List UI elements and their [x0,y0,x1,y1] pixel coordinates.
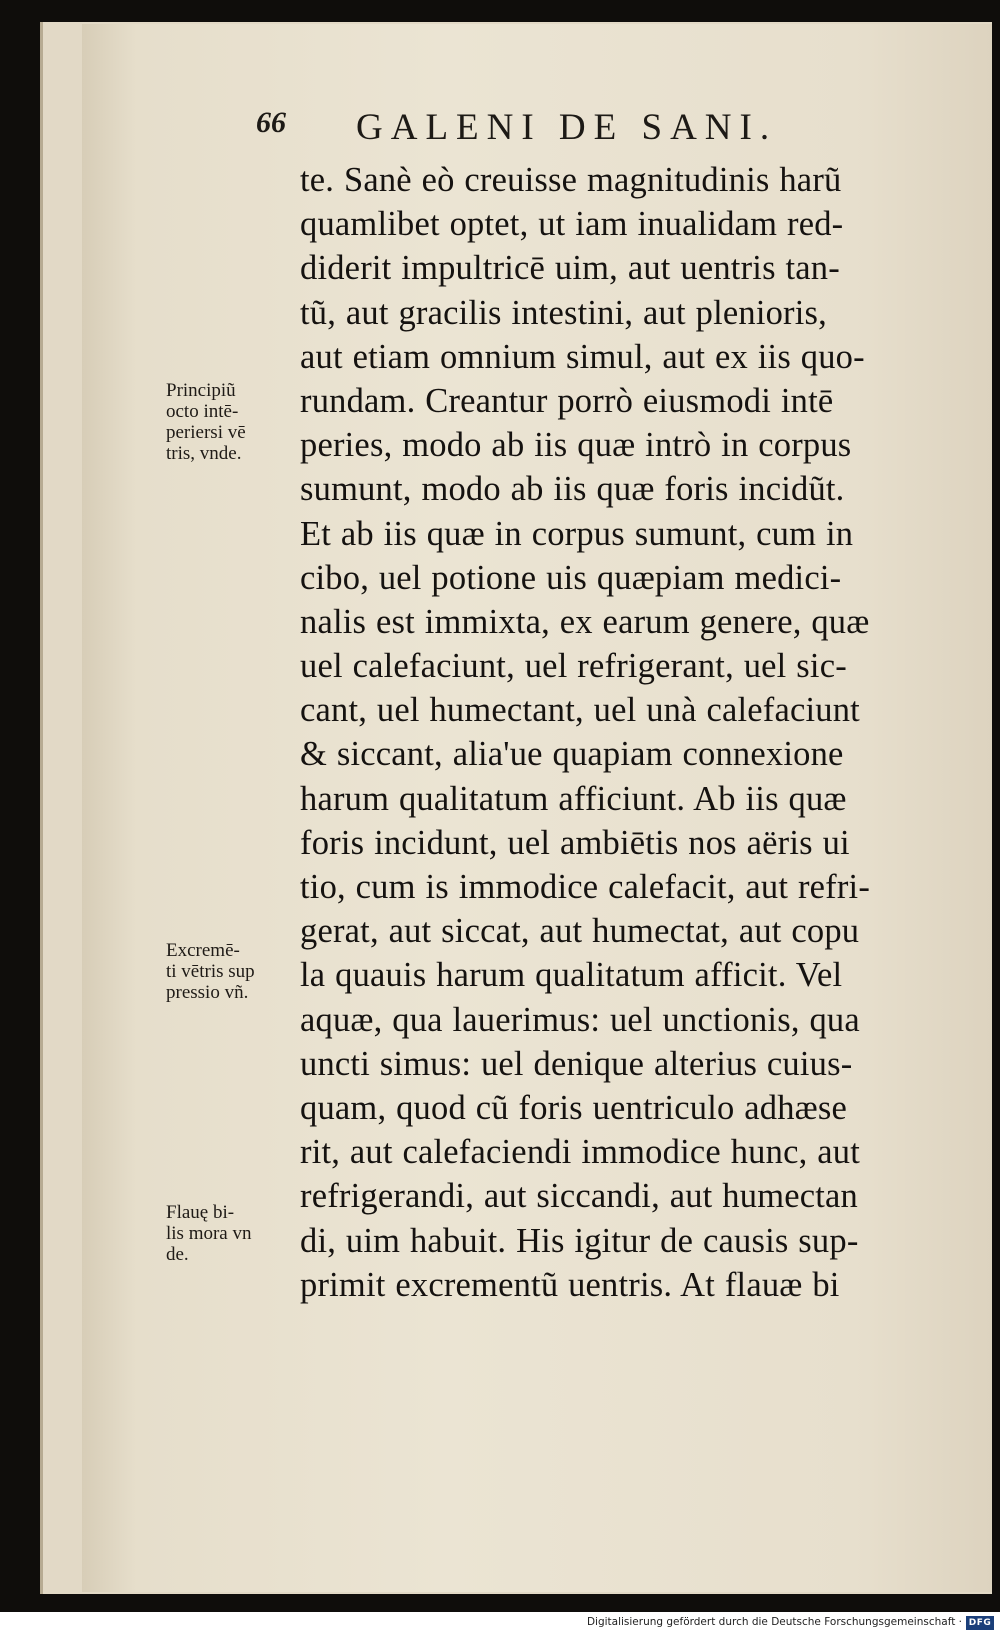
text-line: nalis est immixta, ex earum genere, quæ [300,602,870,641]
text-line: uel calefaciunt, uel refrigerant, uel sic- [300,647,847,686]
running-head-title: GALENI DE SANI. [356,107,778,148]
margin-note-line: Principiũ [166,380,236,401]
margin-note [166,1202,294,1265]
margin-note-line: periersi vē [166,422,246,443]
text-line: cibo, uel potione uis quæpiam medici- [300,558,842,597]
text-line: foris incidunt, uel ambiētis nos aëris ui [300,823,850,862]
text-line: tũ, aut gracilis intestini, aut plenioris, [300,293,827,332]
text-line: di, uim habuit. His igitur de causis sup- [300,1221,859,1260]
margin-note-line: Flauę bi- [166,1202,235,1223]
margin-note-line: ti vētris sup [166,961,255,982]
text-line: primit excrementũ uentris. At flauæ bi [300,1265,840,1304]
text-line: aut etiam omnium simul, aut ex iis quo- [300,337,865,376]
running-head [256,106,956,156]
margin-note-line: de. [166,1244,189,1265]
margin-note-line: Excremē- [166,940,240,961]
text-line: & siccant, alia'ue quapiam connexione [300,735,844,774]
text-line: rit, aut calefaciendi immodice hunc, aut [300,1133,860,1172]
text-line: quam, quod cũ foris uentriculo adhæse [300,1088,848,1127]
text-line: tio, cum is immodice calefacit, aut refri- [300,868,871,906]
text-line: sumunt, modo ab iis quæ foris incidũt. [300,470,845,509]
margin-note-line: tris, vnde. [166,443,242,464]
margin-note [166,940,294,1003]
text-line: la quauis harum qualitatum afficit. Vel [300,956,843,995]
text-line: rundam. Creantur porrò eiusmodi intē [300,381,834,420]
body-text [300,158,950,1307]
text-line: te. Sanè eò creuisse magnitudinis harũ [300,161,842,199]
text-line: uncti simus: uel denique alterius cuius- [300,1044,853,1083]
dfg-logo: DFG [966,1616,994,1630]
margin-note-line: lis mora vn [166,1223,252,1244]
text-line: aquæ, qua lauerimus: uel unctionis, qua [300,1000,860,1039]
text-line: diderit impultricē uim, aut uentris tan- [300,249,840,288]
margin-note [166,380,294,464]
text-line: peries, modo ab iis quæ intrò in corpus [300,426,852,465]
page-number: 66 [256,106,286,139]
footer-bar [0,1612,1000,1635]
digitization-credit: Digitalisierung gefördert durch die Deutsche Forschungsgemeinschaft · [586,1616,962,1628]
text-line: harum qualitatum afficiunt. Ab iis quæ [300,779,847,818]
margin-note-line: pressio vñ. [166,982,249,1003]
text-line: Et ab iis quæ in corpus sumunt, cum in [300,514,854,553]
text-line: cant, uel humectant, uel unà calefaciunt [300,691,860,730]
margin-note-line: octo intē- [166,401,239,422]
text-line: refrigerandi, aut siccandi, aut humectan [300,1177,859,1216]
text-line: gerat, aut siccat, aut humectat, aut copu [300,912,860,951]
text-line: quamlibet optet, ut iam inualidam red- [300,205,844,244]
